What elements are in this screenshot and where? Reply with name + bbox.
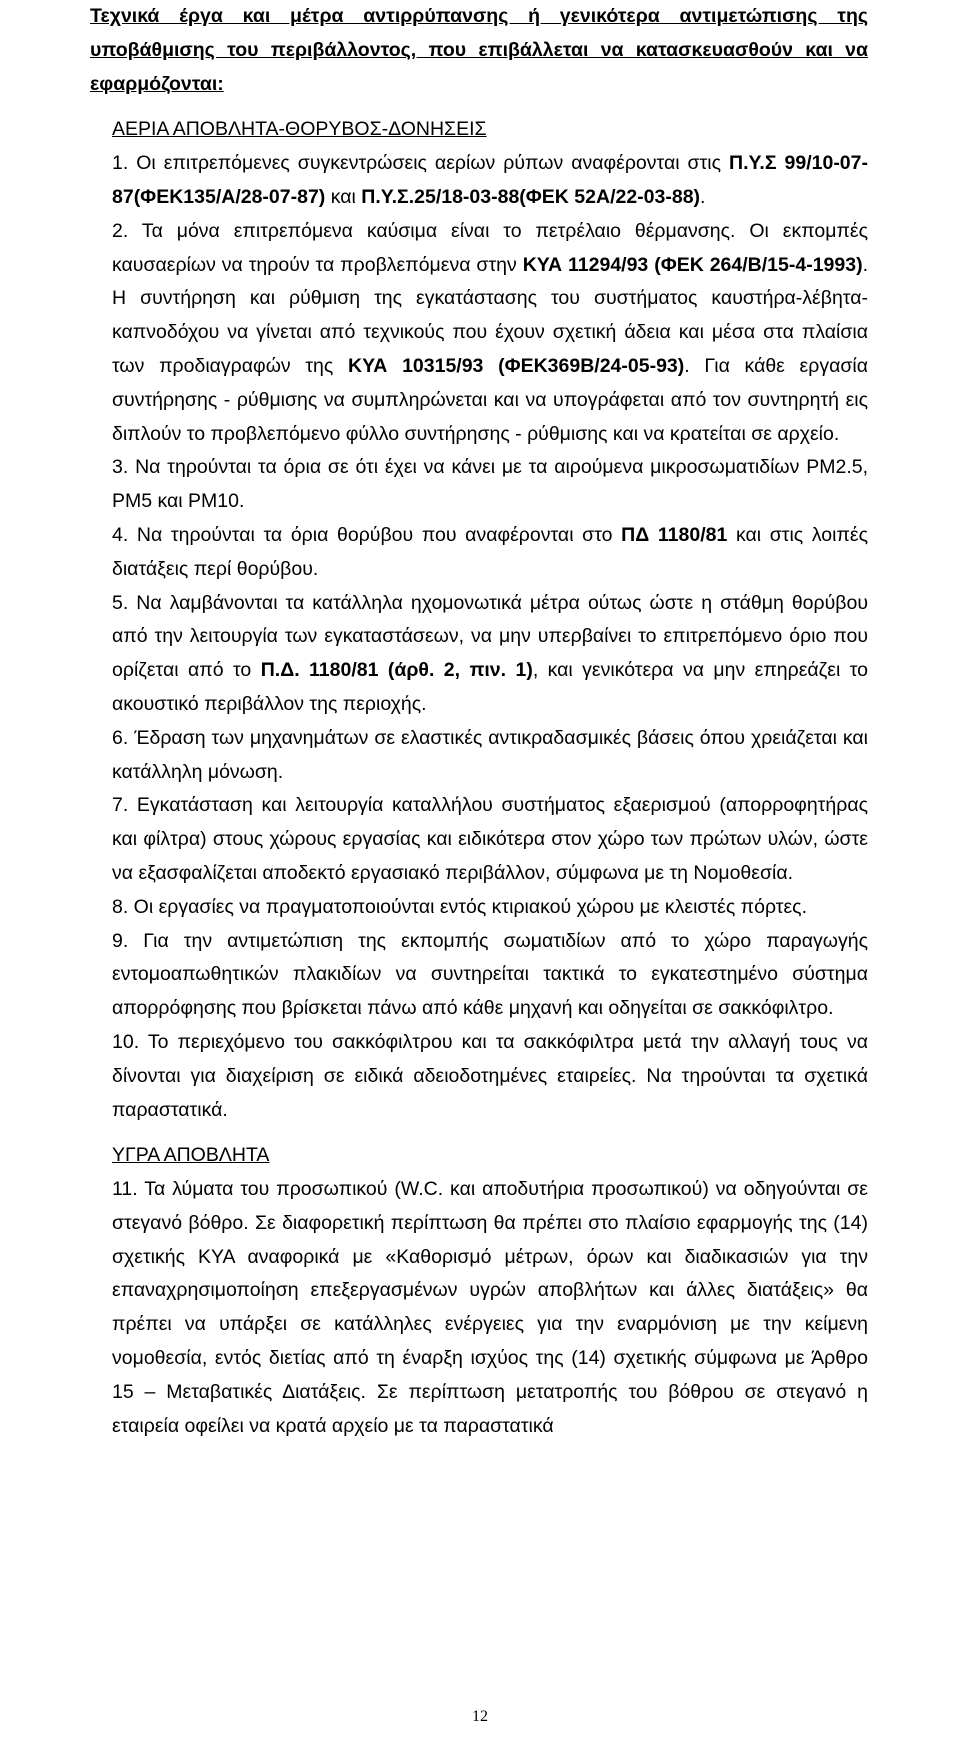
list-item-6: 6. Έδραση των μηχανημάτων σε ελαστικές αντικραδασμικές βάσεις όπου χρειάζεται και κατάλληλη μόνωση. xyxy=(112,726,868,783)
item-2-reference-a: ΚΥΑ 11294/93 (ΦΕΚ 264/Β/15-4-1993) xyxy=(522,253,863,276)
section-heading-air-emissions: ΑΕΡΙΑ ΑΠΟΒΛΗΤΑ-ΘΟΡΥΒΟΣ-ΔΟΝΗΣΕΙΣ xyxy=(112,118,487,141)
list-item-5 xyxy=(90,587,868,722)
page-number: 12 xyxy=(472,1708,488,1725)
list-item-9: 9. Για την αντιμετώπιση της εκπομπής σωματιδίων από το χώρο παραγωγής εντομοαπωθητικών πλακιδίων να συντηρείται τακτικά το εγκατεστημένο σύστημα απορρόφησης που βρίσκεται πάνω από κάθε μηχανή και οδηγείται σε σακκόφιλτρο. xyxy=(112,929,868,1020)
item-2-text: 2. Τα μόνα επιτρεπόμενα καύσιμα είναι το πετρέλαιο θέρμανσης. Οι εκπομπές καυσαερίων να τηρούν τα προβλεπόμενα στην xyxy=(112,219,868,276)
list-item-3: 3. Να τηρούνται τα όρια σε ότι έχει να κάνει με τα αιρούμενα μικροσωματιδίων PM2.5, PM5 και PM10. xyxy=(112,456,868,513)
item-2-text-middle: . Η συντήρηση και ρύθμιση της εγκατάστασης του συστήματος καυστήρα-λέβητα-καπνοδόχου να γίνεται από τεχνικούς που έχουν σχετική άδεια και μέσα στα πλαίσια των προδιαγραφών της xyxy=(112,253,868,377)
item-2-reference-b: ΚΥΑ 10315/93 (ΦΕΚ369Β/24-05-93) xyxy=(347,354,685,377)
item-4-reference: ΠΔ 1180/81 xyxy=(621,523,728,546)
page-title: Τεχνικά έργα και μέτρα αντιρρύπανσης ή γενικότερα αντιμετώπισης της υποβάθμισης του περιβάλλοντος, που επιβάλλεται να κατασκευασθούν και να εφαρμόζονται: xyxy=(90,5,868,95)
spacer xyxy=(90,101,868,113)
item-5-reference: Π.Δ. 1180/81 (άρθ. 2, πιν. 1) xyxy=(260,659,533,682)
item-1-text-end: . xyxy=(700,185,706,208)
item-4-text-end: και στις λοιπές διατάξεις περί θορύβου. xyxy=(112,523,868,580)
item-1-reference-b: Π.Υ.Σ.25/18-03-88(ΦΕΚ 52Α/22-03-88) xyxy=(361,185,701,208)
spacer xyxy=(90,1127,868,1139)
list-item-10: 10. Το περιεχόμενο του σακκόφιλτρου και τα σακκόφιλτρα μετά την αλλαγή τους να δίνονται για διαχείριση σε ειδικά αδειοδοτημένες εταιρείες. Να τηρούνται τα σχετικά παραστατικά. xyxy=(112,1030,868,1121)
item-4-text: 4. Να τηρούνται τα όρια θορύβου που αναφέρονται στο xyxy=(112,523,622,546)
item-1-text-and: και xyxy=(325,185,362,208)
item-2-text-end: . Για κάθε εργασία συντήρησης - ρύθμισης να συμπληρώνεται και να υπογράφεται από τον συντηρητή εις διπλούν το προβλεπόμενο φύλλο συντήρησης - ρύθμισης και να κρατείται σε αρχείο. xyxy=(112,354,869,445)
list-item-4 xyxy=(90,519,868,587)
item-5-text-end: , και γενικότερα να μην επηρεάζει το ακουστικό περιβάλλον της περιοχής. xyxy=(112,659,868,715)
list-item-7: 7. Εγκατάσταση και λειτουργία καταλλήλου συστήματος εξαερισμού (απορροφητήρας και φίλτρα) στους χώρους εργασίας και ειδικότερα στον χώρο των πρώτων υλών, ώστε να εξασφαλίζεται αποδεκτό εργασιακό περιβάλλον, σύμφωνα με τη Νομοθεσία. xyxy=(112,794,868,884)
list-item-2 xyxy=(90,215,868,452)
item-5-text: 5. Να λαμβάνονται τα κατάλληλα ηχομονωτικά μέτρα ούτως ώστε η στάθμη θορύβου από την λειτουργία των εγκαταστάσεων, να μην υπερβαίνει το επιτρεπόμενο όριο που ορίζεται από το xyxy=(112,591,868,682)
list-item-8: 8. Οι εργασίες να πραγματοποιούνται εντός κτιριακού χώρου με κλειστές πόρτες. xyxy=(112,895,807,918)
list-item-1 xyxy=(90,147,868,215)
list-item-11: 11. Τα λύματα του προσωπικού (W.C. και αποδυτήρια προσωπικού) να οδηγούνται σε στεγανό βόθρο. Σε διαφορετική περίπτωση θα πρέπει στο πλαίσιο εφαρμογής της (14) σχετικής ΚΥΑ αναφορικά με «Καθορισμό μέτρων, όρων και διαδικασιών για την επαναχρησιμοποίηση επεξεργασμένων υγρών αποβλήτων και άλλες διατάξεις» θα πρέπει να υπάρξει σε κατάλληλες ενέργειες για την εναρμόνιση με την κείμενη νομοθεσία, εντός διετίας από τη έναρξη ισχύος της (14) σχετικής σύμφωνα με Άρθρο 15 – Μεταβατικές Διατάξεις. Σε περίπτωση μετατροπής του βόθρου σε στεγανό η εταιρεία οφείλει να κρατά αρχείο με τα παραστατικά xyxy=(112,1178,868,1437)
section-heading-liquid-waste: ΥΓΡΑ ΑΠΟΒΛΗΤΑ xyxy=(112,1144,270,1167)
item-1-text: 1. Οι επιτρεπόμενες συγκεντρώσεις αερίων ρύπων αναφέρονται στις xyxy=(112,152,730,175)
item-1-reference-a: Π.Υ.Σ 99/10-07-87(ΦΕΚ135/Α/28-07-87) xyxy=(112,152,868,208)
